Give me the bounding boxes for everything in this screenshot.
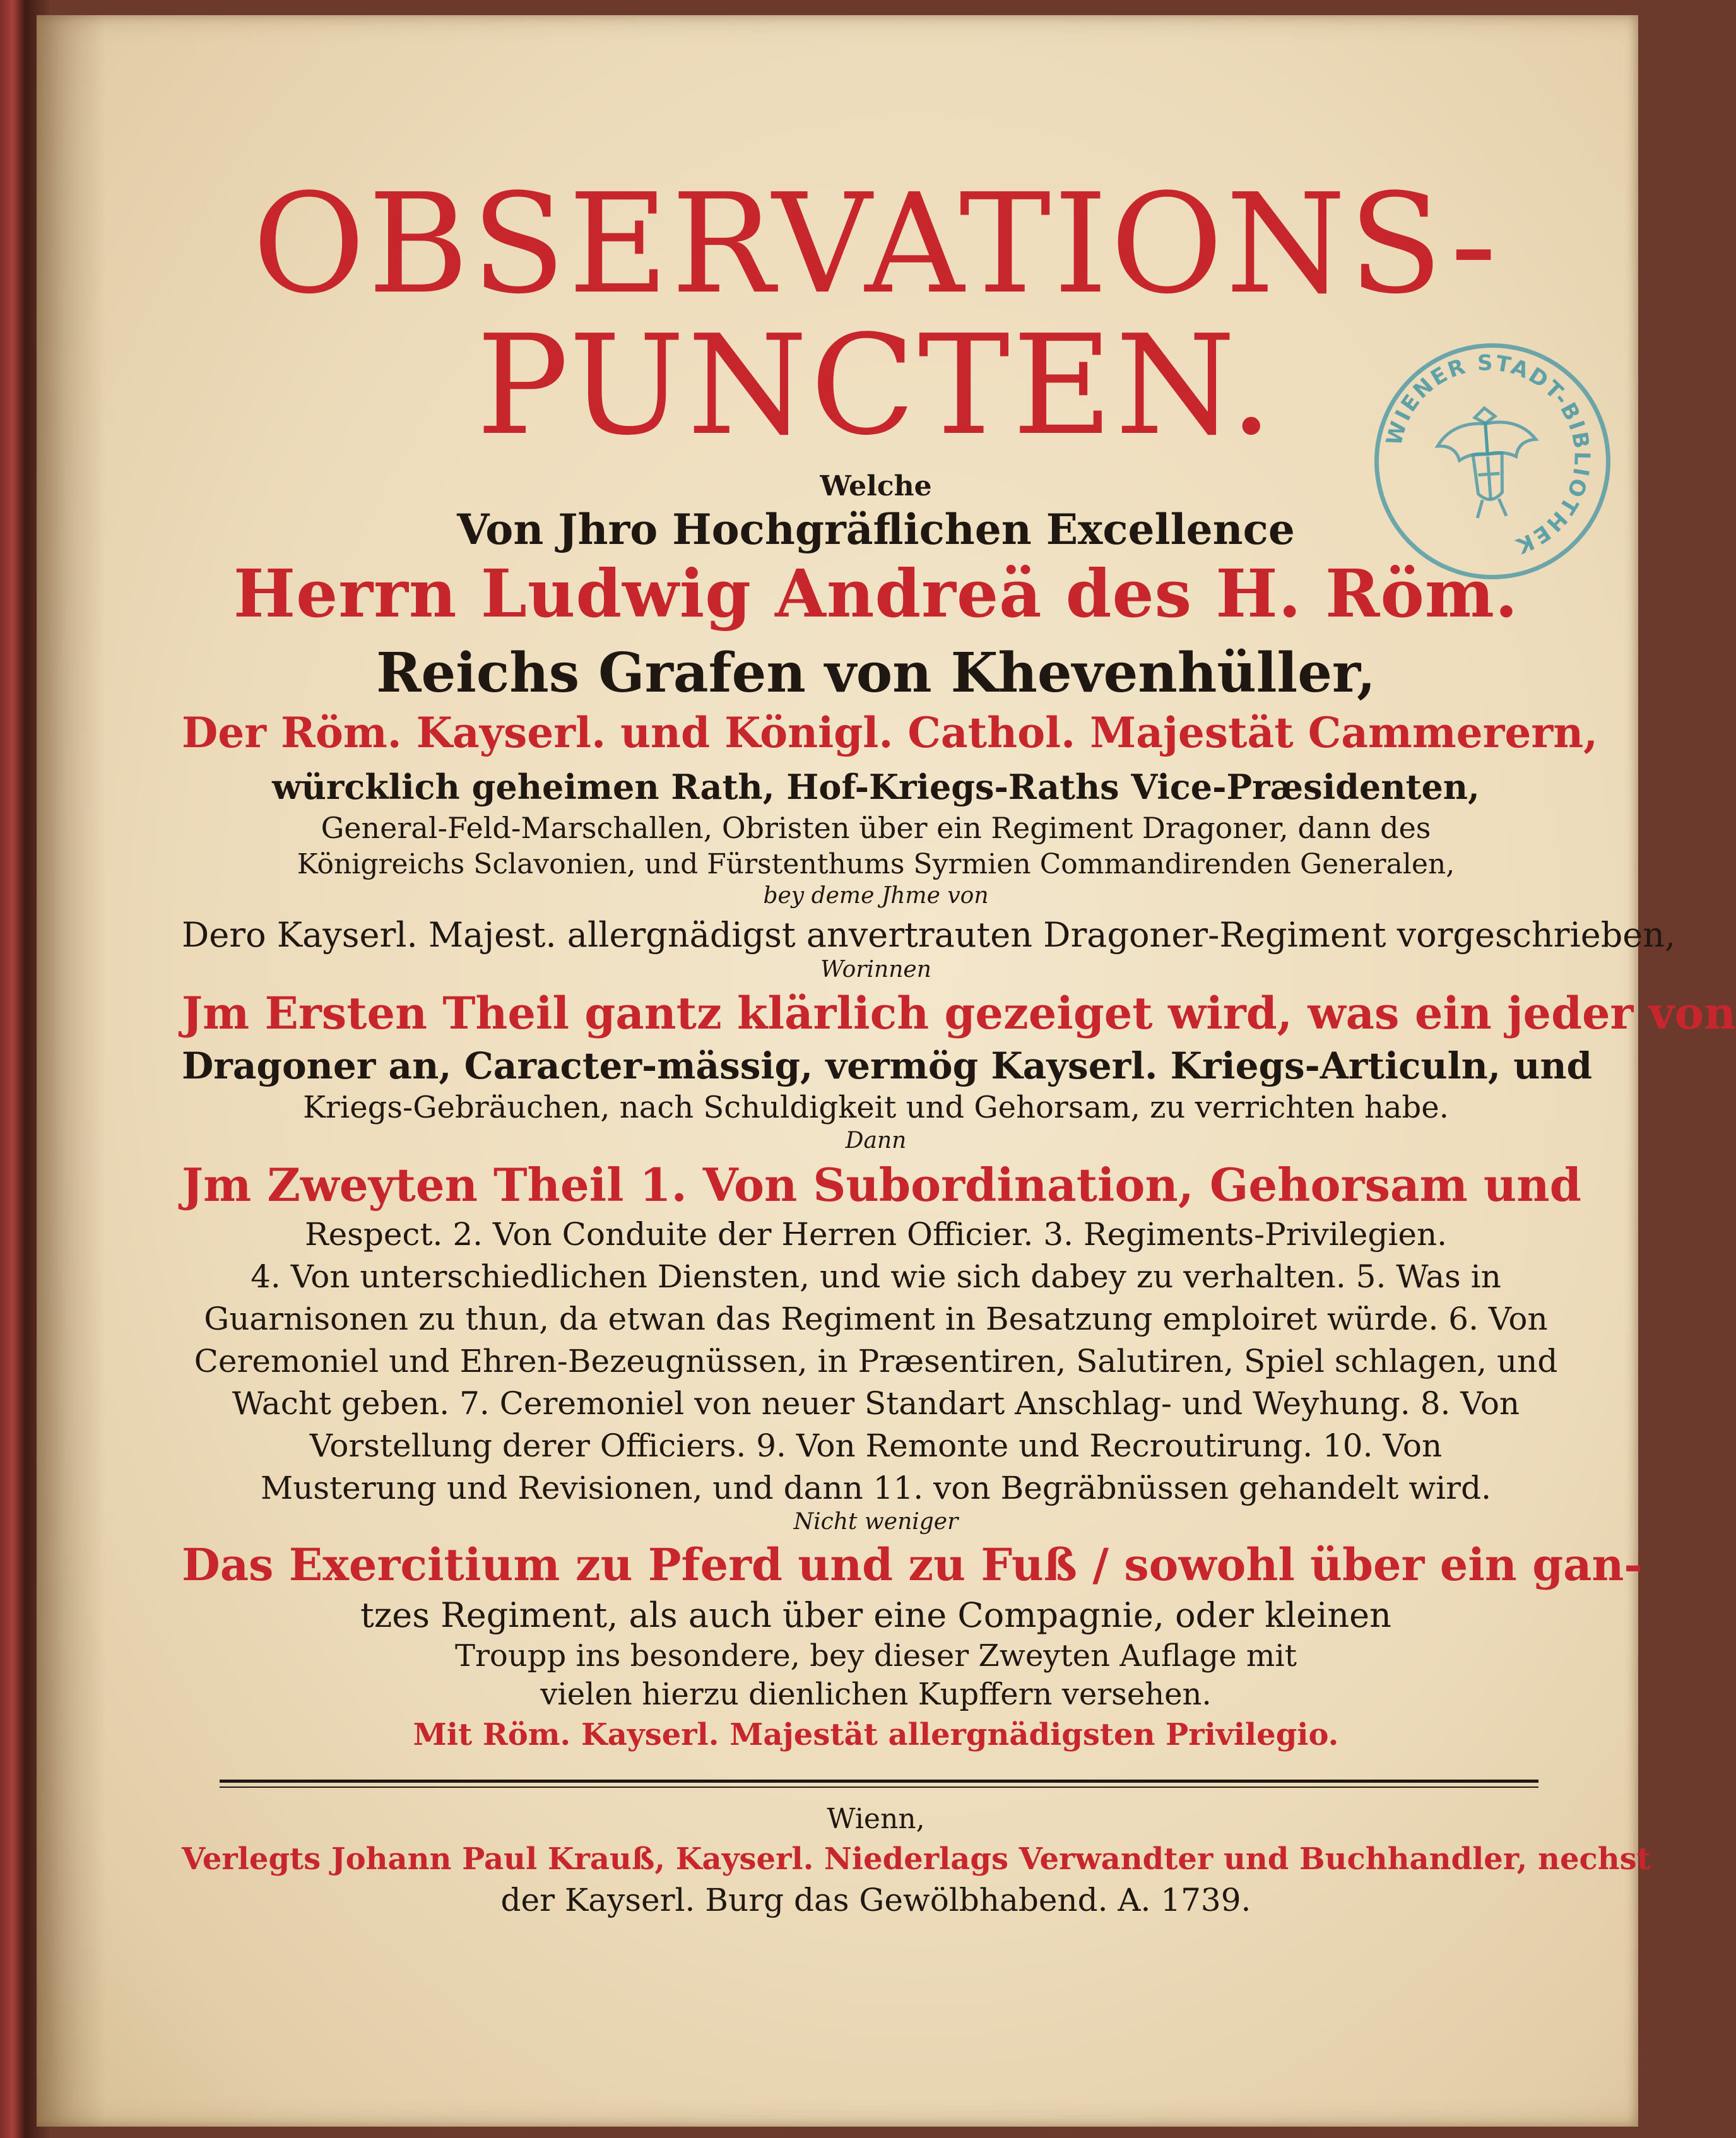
imprint-verlegts: Verlegts Johann Paul Krauß, Kayserl. Niederlags Verwandter und Buchhandler, nechst (182, 1841, 1651, 1877)
imprint-wienn: Wienn, (827, 1803, 925, 1836)
text-wuercklich: würcklich geheimen Rath, Hof-Kriegs-Raths Vice-Præsidenten, (272, 766, 1480, 807)
imprint-burg-date: der Kayserl. Burg das Gewölbhabend. A. 1739. (500, 1882, 1251, 1919)
text-contents-2: 4. Von unterschiedlichen Diensten, und wie sich dabey zu verhalten. 5. Was in (251, 1258, 1501, 1295)
divider-rule-thin (220, 1787, 1538, 1788)
page-gutter-shadow (37, 15, 106, 2127)
main-title-line2: PUNCTEN. (476, 306, 1276, 466)
text-koenigreichs: Königreichs Sclavonien, und Fürstenthums Syrmien Commandirenden Generalen, (297, 848, 1455, 880)
text-contents-4: Ceremoniel und Ehren-Bezeugnüssen, in Præsentiren, Salutiren, Spiel schlagen, und (194, 1342, 1558, 1379)
main-title-line1: OBSERVATIONS- (252, 165, 1499, 324)
text-welche: Welche (820, 470, 932, 502)
text-troupp: Troupp ins besondere, bey dieser Zweyten Auflage mit (454, 1638, 1297, 1674)
text-contents-5: Wacht geben. 7. Ceremoniel von neuer Standart Anschlag- und Weyhung. 8. Von (232, 1385, 1520, 1422)
text-dann: Dann (845, 1128, 907, 1154)
text-dero: Dero Kayserl. Majest. allergnädigst anvertrauten Dragoner-Regiment vorgeschrieben, (182, 914, 1676, 955)
text-herrn-name: Herrn Ludwig Andreä des H. Röm. (233, 554, 1519, 632)
title-page (37, 15, 1736, 2127)
text-der-roem: Der Röm. Kayserl. und Königl. Cathol. Majestät Cammerern, (182, 707, 1598, 757)
stamp-text: WIENER STADT-BIBLIOTHEK (1381, 350, 1595, 559)
text-von-ihro: Von Jhro Hochgräflichen Excellence (457, 505, 1295, 555)
text-exercitium: Das Exercitium zu Pferd und zu Fuß / sowohl über ein gan- (182, 1539, 1643, 1592)
text-privilegio: Mit Röm. Kayserl. Majestät allergnädigsten Privilegio. (413, 1717, 1339, 1753)
divider-rule (220, 1780, 1538, 1783)
text-bey-deme: bey deme Jhme von (763, 882, 989, 909)
title-text-block (182, 165, 1736, 1919)
text-contents-3: Guarnisonen zu thun, da etwan das Regiment in Besatzung emploiret würde. 6. Von (204, 1300, 1548, 1337)
text-nicht-weniger: Nicht weniger (793, 1508, 959, 1535)
text-reichs-grafen: Reichs Grafen von Khevenhüller, (376, 641, 1376, 706)
text-worinnen: Worinnen (820, 956, 931, 983)
text-kriegs: Kriegs-Gebräuchen, nach Schuldigkeit und Gehorsam, zu verrichten habe. (303, 1090, 1449, 1126)
text-general: General-Feld-Marschallen, Obristen über ein Regiment Dragoner, dann des (321, 810, 1431, 845)
text-contents-1: Respect. 2. Von Conduite der Herren Officier. 3. Regiments-Privilegien. (304, 1215, 1448, 1253)
text-dragoner: Dragoner an, Caracter-mässig, vermög Kayserl. Kriegs-Articuln, und (182, 1044, 1593, 1087)
text-im-ersten: Jm Ersten Theil gantz klärlich gezeiget wird, was ein jeder von (182, 986, 1736, 1039)
text-im-zweyten: Jm Zweyten Theil 1. Von Subordination, Gehorsam und (182, 1157, 1581, 1212)
text-contents-6: Vorstellung derer Officiers. 9. Von Remonte und Recroutirung. 10. Von (309, 1427, 1443, 1464)
text-tzes-regiment: tzes Regiment, als auch über eine Compagnie, oder kleinen (360, 1595, 1391, 1636)
text-vielen: vielen hierzu dienlichen Kupffern versehen. (540, 1676, 1212, 1712)
text-contents-7: Musterung und Revisionen, und dann 11. von Begräbnüssen gehandelt wird. (261, 1469, 1491, 1506)
